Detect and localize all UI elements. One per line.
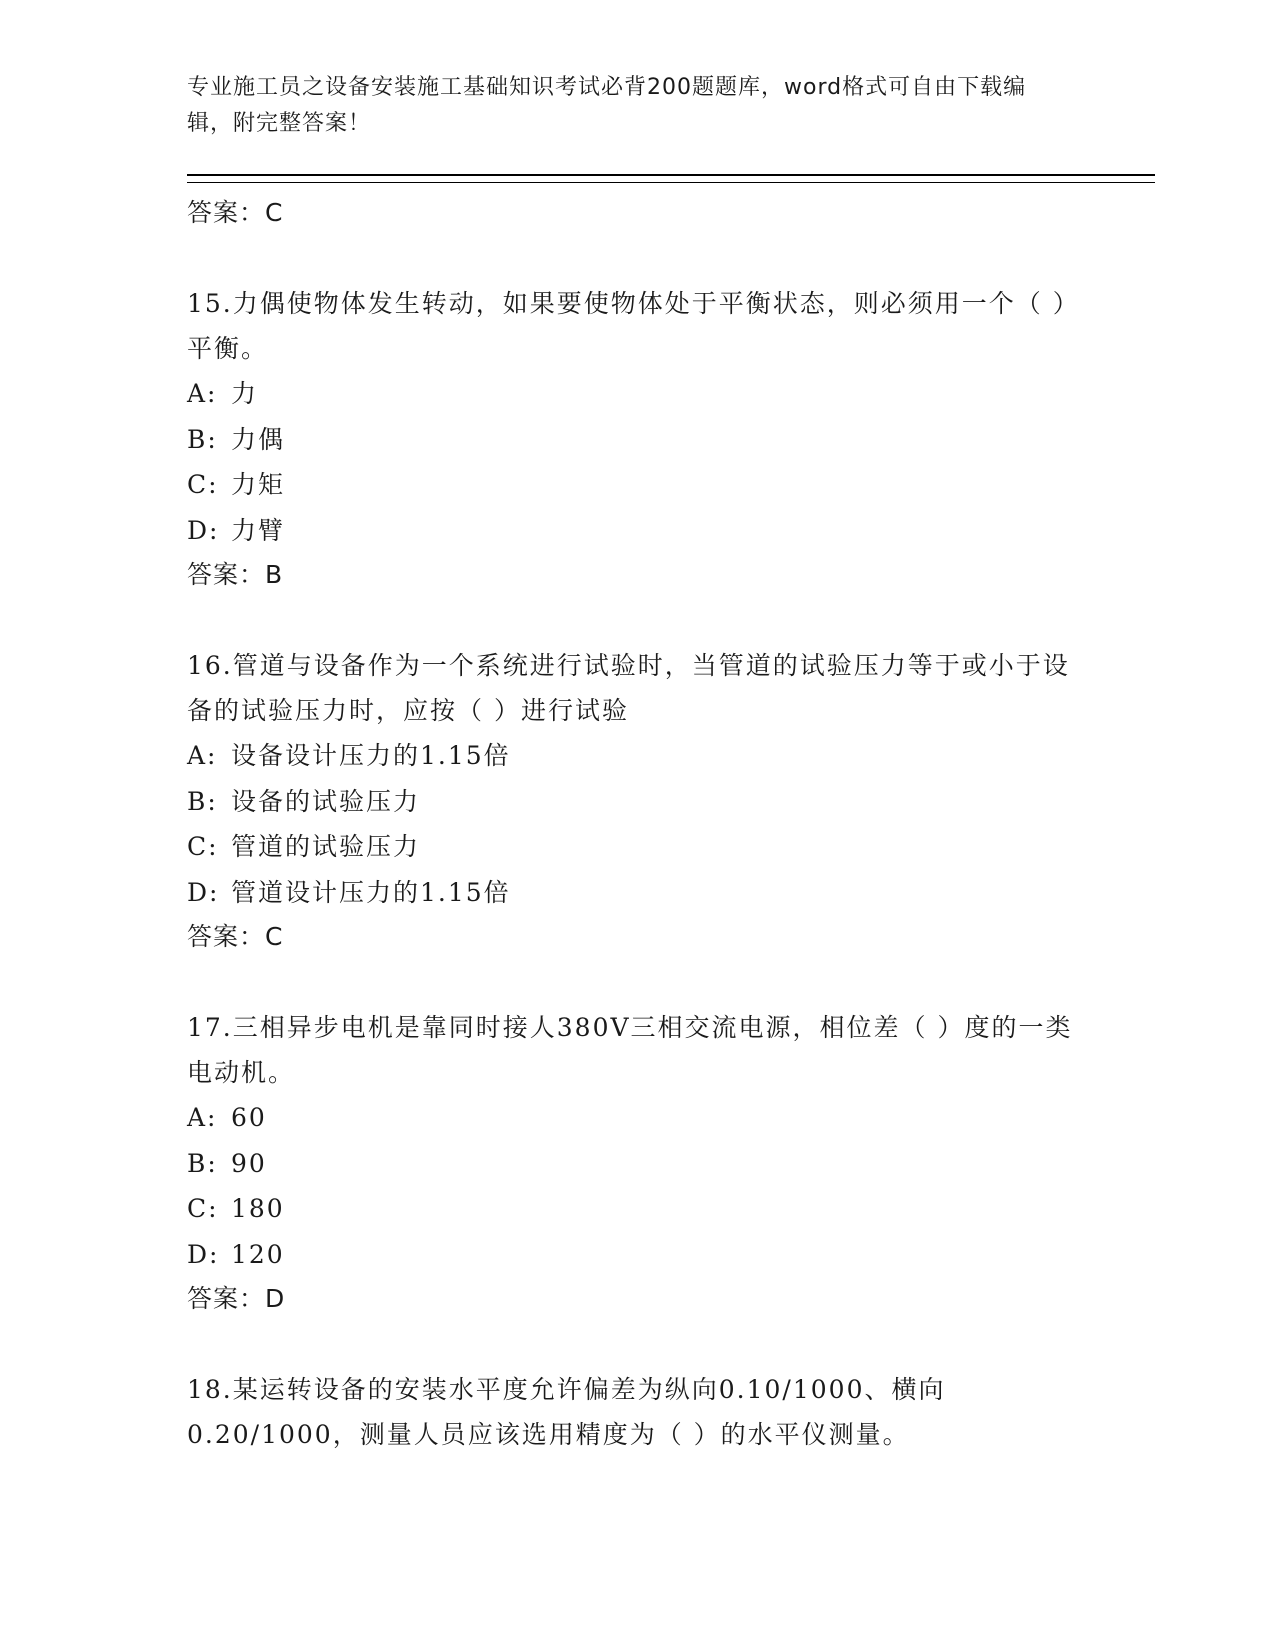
question-17 [187,1005,1155,1321]
option-a [187,1095,1155,1141]
option-letter: C: [187,470,219,499]
question-15 [187,281,1155,597]
option-text: 力臂 [231,515,286,545]
option-a [187,733,1155,779]
option-d [187,870,1155,916]
option-letter: B: [187,786,218,816]
document-title: 专业施工员之设备安装施工基础知识考试必背200题题库，word格式可自由下载编辑，附完整答案！ [187,75,1027,136]
option-letter: A: [187,741,218,770]
option-letter: D: [187,1239,220,1269]
option-d [187,1232,1155,1278]
option-text: 60 [231,1103,267,1132]
question-stem: 15.力偶使物体发生转动，如果要使物体处于平衡状态，则必须用一个（ ）平衡。 [187,289,1068,363]
option-text: 120 [231,1239,285,1269]
option-text: 力 [231,379,259,408]
option-letter: A: [187,1103,218,1132]
option-text: 设备的试验压力 [231,786,421,816]
option-text: 180 [231,1194,285,1223]
option-a [187,371,1155,417]
option-letter: C: [187,1194,219,1223]
question-answer: 答案：D [187,1284,286,1313]
option-letter: A: [187,379,218,408]
option-letter: B: [187,424,218,454]
option-letter: C: [187,832,219,861]
previous-answer: 答案：C [187,198,284,227]
question-answer: 答案：B [187,560,284,589]
option-c [187,824,1155,870]
option-text: 管道的试验压力 [231,832,421,861]
option-text: 设备设计压力的1.15倍 [231,741,511,770]
question-18 [187,1367,1155,1457]
question-16 [187,643,1155,959]
option-d [187,508,1155,554]
option-b [187,779,1155,825]
option-letter: B: [187,1148,218,1178]
option-letter: D: [187,515,220,545]
question-stem: 17.三相异步电机是靠同时接人380V三相交流电源，相位差（ ）度的一类电动机。 [187,1013,1073,1087]
question-stem: 18.某运转设备的安装水平度允许偏差为纵向0.10/1000、横向0.20/1000，测量人员应该选用精度为（ ）的水平仪测量。 [187,1375,946,1449]
option-text: 力偶 [231,424,286,454]
option-text: 管道设计压力的1.15倍 [231,877,511,907]
option-b [187,1141,1155,1187]
option-c [187,462,1155,508]
option-text: 90 [231,1148,267,1178]
option-text: 力矩 [231,470,286,499]
option-c [187,1186,1155,1232]
question-stem: 16.管道与设备作为一个系统进行试验时，当管道的试验压力等于或小于设备的试验压力时，应按（ ）进行试验 [187,651,1070,725]
option-b [187,417,1155,463]
header-divider [187,174,1155,183]
document-page [187,70,1155,1457]
question-answer: 答案：C [187,922,284,951]
option-letter: D: [187,877,220,907]
